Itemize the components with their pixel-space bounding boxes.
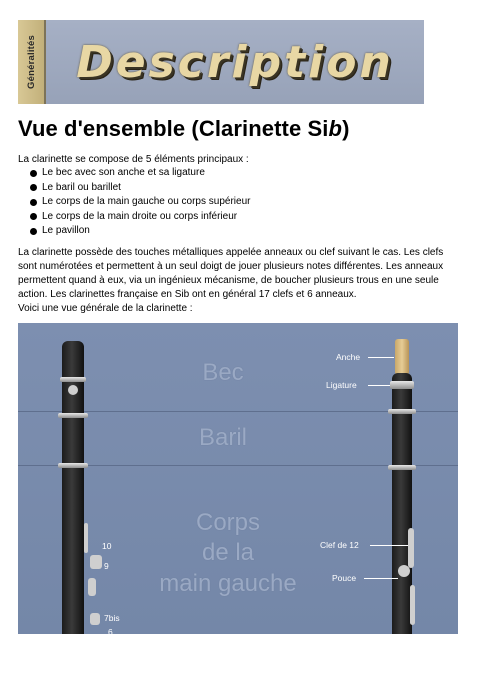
callout-10: 10	[102, 541, 112, 551]
page-title-main: Vue d'ensemble (Clarinette Si	[18, 116, 329, 141]
intro-text: La clarinette se compose de 5 éléments principaux :	[18, 154, 249, 165]
key	[84, 523, 88, 553]
leader-line	[364, 578, 398, 579]
section-label-bec: Bec	[202, 359, 244, 386]
callout-6: 6	[108, 627, 113, 634]
section-tab-label: Généralités	[25, 35, 37, 89]
leader-line	[368, 357, 394, 358]
callout-pouce: Pouce	[332, 573, 357, 583]
banner-title: Description	[76, 36, 394, 88]
description-paragraph: La clarinette possède des touches métalliques appelée anneaux ou clef suivant le cas. Les clefs sont numérotées et permettent à un seul doigt de jouer plusieurs notes différentes. Les anneaux permettent quand à eux, via un ingénieux mécanisme, de boucher plusieurs trous en une seule action. Les clarinettes française en Sib ont en général 17 clefs et 6 anneaux.	[18, 247, 444, 300]
list-item: Le bec avec son anche et sa ligature	[30, 166, 250, 181]
callout-clef-12: Clef de 12	[320, 540, 359, 550]
page-title-close: )	[342, 116, 350, 141]
leader-line	[368, 385, 390, 386]
leader-line	[370, 545, 408, 546]
callout-anche: Anche	[336, 352, 361, 362]
thumb-ring	[398, 565, 410, 577]
key	[90, 613, 100, 625]
section-label-corps-1: Corps	[195, 509, 261, 536]
metal-ring	[58, 413, 88, 418]
section-tab	[18, 20, 46, 104]
metal-ring	[388, 409, 416, 414]
figure-caption: Voici une vue générale de la clarinette :	[18, 303, 193, 314]
list-item: Le pavillon	[30, 224, 250, 239]
list-item: Le corps de la main gauche ou corps supérieur	[30, 195, 250, 210]
list-item: Le corps de la main droite ou corps inférieur	[30, 210, 250, 225]
ligature-ring	[390, 381, 414, 389]
key	[88, 578, 96, 596]
reed	[395, 339, 409, 375]
callout-7bis: 7bis	[104, 613, 120, 623]
list-item: Le baril ou barillet	[30, 181, 250, 196]
metal-ring	[388, 465, 416, 470]
header-banner	[18, 20, 424, 104]
section-label-corps-3: main gauche	[159, 570, 297, 597]
page-title	[18, 116, 350, 142]
banner-title-area	[46, 20, 424, 104]
register-key	[408, 528, 414, 568]
callout-ligature: Ligature	[326, 380, 357, 390]
callout-9: 9	[104, 561, 109, 571]
parts-list	[30, 166, 250, 239]
key	[68, 385, 78, 395]
key	[90, 555, 102, 569]
metal-ring	[58, 463, 88, 468]
clarinet-figure	[18, 323, 458, 634]
page-title-italic: b	[328, 116, 343, 141]
metal-ring	[60, 377, 86, 382]
key	[410, 585, 415, 625]
section-label-baril: Baril	[198, 424, 247, 451]
section-label-corps-2: de la	[201, 539, 255, 566]
